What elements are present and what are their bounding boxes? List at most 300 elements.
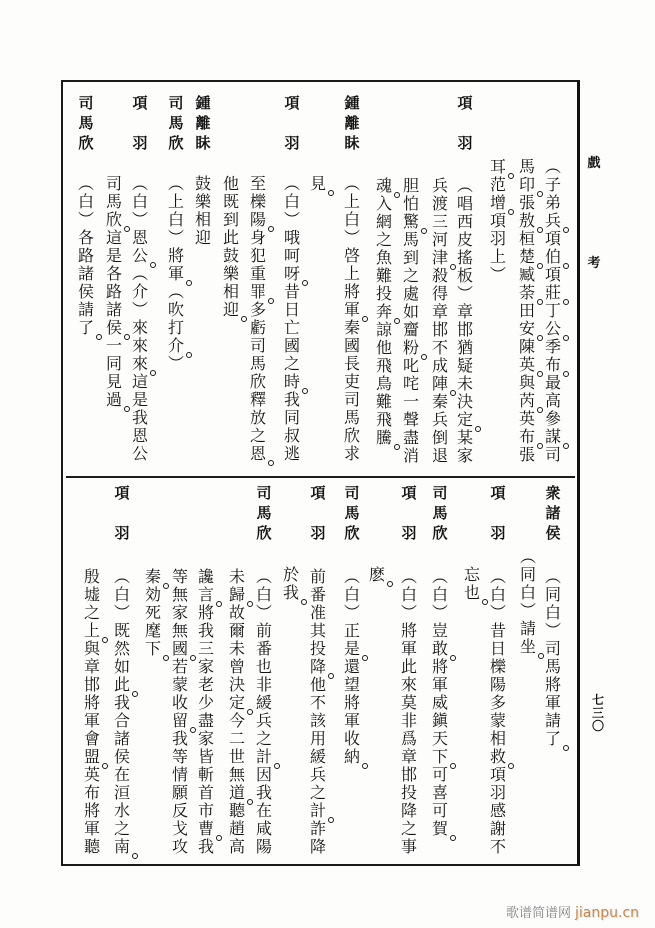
glyph: 非 — [400, 711, 417, 730]
glyph: 羽 — [114, 524, 130, 542]
punctuation-circle — [216, 835, 222, 841]
dialogue-column — [249, 175, 267, 463]
glyph: ︶ — [489, 265, 506, 284]
glyph: 國 — [343, 336, 360, 355]
glyph: 諸 — [545, 504, 561, 522]
glyph: 兵 — [544, 212, 562, 230]
glyph: 未 — [228, 567, 245, 586]
glyph: ︵ — [343, 567, 360, 586]
glyph: 搖 — [456, 248, 473, 267]
glyph: 投 — [309, 639, 326, 658]
dialogue-column — [171, 568, 189, 856]
speaker-label — [309, 484, 327, 542]
speaker-label — [431, 484, 449, 542]
glyph: 軍 — [167, 265, 185, 283]
glyph: 介 — [131, 282, 148, 301]
glyph: 渡 — [431, 194, 448, 213]
glyph: 范 — [489, 175, 506, 194]
punctuation-circle — [537, 407, 543, 413]
glyph: ︶ — [489, 603, 506, 622]
glyph: 得 — [431, 284, 448, 303]
glyph: ︶ — [167, 354, 184, 373]
punctuation-circle — [247, 799, 253, 805]
glyph: 消 — [402, 446, 419, 465]
glyph: 各 — [77, 228, 94, 247]
glyph: 相 — [489, 729, 506, 748]
speaker-label — [343, 94, 361, 152]
glyph: 請 — [544, 711, 561, 730]
glyph: 感 — [489, 801, 506, 820]
glyph: 過 — [105, 391, 123, 409]
glyph: 下 — [144, 640, 162, 658]
punctuation-circle — [268, 460, 274, 466]
glyph: 來 — [400, 675, 417, 694]
glyph: 該 — [309, 711, 326, 730]
glyph: 來 — [131, 318, 148, 337]
glyph: 豈 — [431, 621, 448, 640]
glyph: 此 — [222, 228, 239, 247]
glyph: 鼓 — [222, 246, 239, 265]
glyph: 爲 — [400, 729, 417, 748]
glyph: 司 — [544, 639, 561, 658]
glyph: 了 — [544, 730, 562, 748]
glyph: 一 — [402, 392, 419, 411]
glyph: 蒙 — [489, 711, 506, 730]
glyph: 羽 — [490, 524, 506, 542]
glyph: 我 — [283, 390, 300, 409]
glyph: 投 — [400, 783, 417, 802]
glyph: 我 — [197, 621, 214, 640]
dialogue-column — [368, 566, 386, 584]
glyph: 緩 — [255, 693, 272, 712]
glyph: 收 — [171, 693, 188, 712]
glyph: 家 — [197, 729, 214, 748]
glyph: 欣 — [105, 211, 123, 229]
glyph: 鎭 — [431, 711, 448, 730]
glyph: ︵ — [431, 567, 448, 586]
glyph: 洹 — [113, 783, 130, 802]
glyph: 求 — [343, 444, 360, 463]
glyph: 騰 — [375, 429, 393, 447]
punctuation-circle — [163, 583, 169, 589]
glyph: 莊 — [544, 284, 562, 302]
glyph: 爾 — [228, 621, 245, 640]
glyph: 賀 — [431, 820, 449, 838]
watermark — [506, 902, 639, 921]
glyph: 救 — [489, 748, 507, 766]
glyph: 之 — [83, 603, 100, 622]
glyph: 羽 — [401, 524, 417, 542]
glyph: 高 — [228, 837, 245, 856]
glyph: 司 — [168, 94, 184, 112]
glyph: 羽 — [489, 783, 506, 802]
glyph: 叔 — [283, 426, 300, 445]
glyph: 粉 — [402, 339, 420, 357]
glyph: ︶ — [283, 210, 300, 229]
punctuation-circle — [538, 653, 544, 659]
glyph: 迎 — [194, 228, 211, 247]
glyph: 我 — [171, 729, 188, 748]
glyph: ︶ — [255, 603, 272, 622]
glyph: 前 — [309, 567, 326, 586]
punctuation-circle — [268, 226, 274, 232]
glyph: 欣 — [168, 134, 184, 152]
glyph: 蒙 — [171, 675, 188, 694]
glyph: 身 — [249, 228, 266, 247]
glyph: 白 — [113, 585, 130, 604]
glyph: 將 — [343, 282, 360, 301]
glyph: 日 — [489, 639, 506, 658]
glyph: 聲 — [402, 410, 419, 429]
punctuation-circle — [163, 655, 169, 661]
glyph: 一 — [105, 336, 122, 355]
punctuation-circle — [96, 334, 102, 340]
glyph: 秦 — [431, 392, 448, 411]
glyph: 効 — [144, 585, 161, 604]
dialogue-column — [456, 177, 474, 465]
punctuation-circle — [394, 192, 400, 198]
glyph: 無 — [171, 585, 188, 604]
glyph: 侯 — [545, 524, 561, 542]
glyph: 定 — [228, 694, 246, 712]
dialogue-column — [228, 568, 246, 856]
glyph: 鳥 — [375, 374, 392, 393]
glyph: 欣 — [344, 524, 360, 542]
glyph: 盟 — [83, 748, 101, 766]
glyph: ︶ — [113, 603, 130, 622]
glyph: 然 — [113, 639, 130, 658]
dialogue-column — [400, 568, 418, 856]
glyph: 降 — [400, 801, 417, 820]
punctuation-circle — [563, 299, 569, 305]
glyph: 飛 — [375, 356, 392, 375]
glyph: 決 — [228, 675, 245, 694]
glyph: 三 — [431, 212, 448, 231]
glyph: 與 — [518, 373, 535, 392]
glyph: 怕 — [402, 194, 419, 213]
punctuation-circle — [482, 599, 488, 605]
punctuation-circle — [508, 763, 514, 769]
punctuation-circle — [563, 263, 569, 269]
glyph: 櫟 — [249, 192, 266, 211]
glyph: 等 — [171, 567, 188, 586]
glyph: 唱 — [456, 194, 473, 213]
glyph: 陽 — [489, 675, 506, 694]
glyph: 驚 — [402, 213, 420, 231]
glyph: 國 — [171, 640, 189, 658]
glyph: 胆 — [402, 176, 419, 195]
glyph: 等 — [171, 747, 188, 766]
glyph: 軍 — [343, 301, 361, 319]
glyph: 麾 — [144, 621, 161, 640]
margin-title-char-2 — [585, 255, 603, 273]
glyph: 事 — [400, 837, 417, 856]
glyph: 白 — [255, 585, 272, 604]
glyph: 邯 — [83, 675, 100, 694]
glyph: 昔 — [283, 282, 300, 301]
glyph: 斬 — [197, 765, 214, 784]
glyph: 是 — [131, 390, 148, 409]
glyph: 投 — [375, 284, 392, 303]
glyph: 之 — [375, 230, 392, 249]
glyph: 張 — [518, 445, 535, 464]
punctuation-circle — [475, 426, 481, 432]
punctuation-circle — [563, 335, 569, 341]
punctuation-circle — [563, 227, 569, 233]
glyph: 衆 — [545, 484, 561, 502]
glyph: 恩 — [131, 228, 148, 247]
glyph: 羽 — [284, 134, 300, 152]
glyph: 馬 — [256, 504, 272, 522]
glyph: 無 — [171, 621, 188, 640]
glyph: 歸 — [228, 586, 246, 604]
glyph: 鍾 — [344, 94, 360, 112]
glyph: 諸 — [77, 264, 94, 283]
glyph: 反 — [171, 801, 188, 820]
glyph: 項 — [114, 484, 130, 502]
glyph: 吹 — [167, 300, 184, 319]
glyph: 飛 — [375, 410, 392, 429]
glyph: 桓 — [518, 229, 535, 248]
glyph: 麽 — [368, 566, 386, 584]
glyph: 參 — [544, 409, 561, 428]
glyph: 下 — [431, 748, 449, 766]
glyph: 無 — [228, 765, 245, 784]
glyph: 長 — [343, 354, 360, 373]
glyph: 馬 — [432, 504, 448, 522]
glyph: 將 — [167, 246, 184, 265]
glyph: 英 — [518, 356, 536, 374]
punctuation-circle — [102, 763, 108, 769]
glyph: 離 — [195, 114, 211, 132]
punctuation-circle — [537, 299, 543, 305]
glyph: 布 — [518, 428, 536, 446]
glyph: 也 — [463, 584, 481, 602]
glyph: 板 — [456, 266, 473, 285]
glyph: 此 — [113, 676, 131, 694]
punctuation-circle — [450, 835, 456, 841]
glyph: 死 — [144, 603, 161, 622]
glyph: 至 — [249, 174, 266, 193]
punctuation-circle — [190, 655, 196, 661]
glyph: 難 — [375, 392, 392, 411]
dialogue-column — [309, 568, 327, 856]
glyph: 到 — [402, 248, 419, 267]
speaker-label — [544, 484, 562, 542]
glyph: 兵 — [309, 765, 326, 784]
glyph: 楚 — [518, 248, 536, 266]
glyph: 陳 — [518, 337, 535, 356]
glyph: 殺 — [431, 266, 448, 285]
glyph: 國 — [283, 336, 300, 355]
punctuation-circle — [563, 745, 569, 751]
glyph: ︶ — [131, 210, 148, 229]
glyph: 考 — [587, 256, 601, 271]
glyph: ︵ — [167, 282, 184, 301]
glyph: 某 — [456, 428, 473, 447]
glyph: 重 — [249, 264, 266, 283]
glyph: 樂 — [194, 192, 211, 211]
glyph: 南 — [113, 838, 131, 856]
glyph: 眛 — [344, 134, 360, 152]
glyph: 番 — [309, 585, 326, 604]
punctuation-circle — [124, 334, 130, 340]
glyph: 番 — [255, 639, 272, 658]
glyph: 路 — [77, 246, 94, 265]
glyph: 各 — [105, 264, 122, 283]
glyph: 布 — [83, 783, 100, 802]
glyph: 我 — [113, 693, 130, 712]
glyph: 白 — [400, 585, 417, 604]
punctuation-circle — [450, 763, 456, 769]
dialogue-column — [489, 568, 507, 856]
glyph: 聽 — [83, 837, 100, 856]
glyph: 在 — [113, 765, 130, 784]
punctuation-circle — [274, 763, 280, 769]
glyph: 入 — [375, 194, 392, 213]
speaker-label — [343, 484, 361, 542]
punctuation-circle — [537, 227, 543, 233]
glyph: ︵ — [255, 567, 272, 586]
punctuation-circle — [301, 599, 307, 605]
glyph: 項 — [401, 484, 417, 502]
glyph: 呵 — [283, 246, 300, 265]
glyph: ︵ — [113, 567, 130, 586]
speaker-label — [194, 94, 212, 152]
glyph: 水 — [113, 801, 130, 820]
glyph: 日 — [283, 300, 300, 319]
glyph: 可 — [431, 801, 448, 820]
glyph: 芮 — [518, 392, 536, 410]
glyph: 之 — [309, 783, 326, 802]
glyph: 羽 — [310, 524, 326, 542]
glyph: 故 — [228, 603, 245, 622]
glyph: 白 — [519, 583, 536, 602]
punctuation-circle — [302, 388, 308, 394]
glyph: 敢 — [431, 640, 449, 658]
glyph: 英 — [518, 409, 535, 428]
glyph: 降 — [309, 658, 327, 676]
glyph: 咸 — [255, 819, 272, 838]
glyph: 呀 — [283, 265, 301, 283]
glyph: 殷 — [83, 567, 100, 586]
glyph: 家 — [171, 603, 188, 622]
glyph: 罪 — [249, 283, 267, 301]
glyph: 皆 — [197, 747, 214, 766]
glyph: 計 — [309, 802, 327, 820]
glyph: 侯 — [113, 747, 130, 766]
glyph: 是 — [343, 640, 361, 658]
glyph: 請 — [77, 300, 94, 319]
glyph: ︵ — [489, 567, 506, 586]
glyph: 世 — [228, 747, 245, 766]
glyph: 兵 — [255, 711, 272, 730]
glyph: 曾 — [228, 657, 245, 676]
dialogue-column — [431, 177, 449, 465]
glyph: 兵 — [431, 176, 448, 195]
glyph: 也 — [255, 657, 272, 676]
dialogue-column — [519, 548, 537, 656]
glyph: 放 — [249, 408, 266, 427]
glyph: 到 — [222, 210, 239, 229]
glyph: ︵ — [167, 174, 184, 193]
glyph: 准 — [309, 603, 326, 622]
glyph: 項 — [544, 265, 561, 284]
glyph: 相 — [222, 282, 239, 301]
glyph: 留 — [171, 712, 189, 730]
glyph: 馬 — [518, 157, 535, 176]
glyph: 打 — [167, 318, 184, 337]
glyph: 項 — [310, 484, 326, 502]
glyph: 願 — [171, 783, 188, 802]
glyph: 印 — [518, 176, 536, 194]
glyph: 可 — [431, 765, 448, 784]
punctuation-circle — [450, 264, 456, 270]
glyph: 處 — [402, 284, 419, 303]
margin-title-char-1 — [585, 155, 603, 173]
glyph: 市 — [197, 801, 214, 820]
glyph: 羽 — [132, 134, 148, 152]
glyph: 詐 — [309, 819, 326, 838]
glyph: 安 — [518, 320, 536, 338]
glyph: 首 — [197, 783, 214, 802]
glyph: 魚 — [375, 248, 392, 267]
glyph: 羽 — [457, 134, 473, 152]
speaker-label — [283, 94, 301, 152]
glyph: 情 — [171, 765, 188, 784]
dialogue-column — [343, 175, 361, 463]
glyph: 白 — [431, 585, 448, 604]
glyph: 軍 — [83, 711, 100, 730]
glyph: 馬 — [544, 657, 561, 676]
glyph: ︶ — [400, 603, 417, 622]
glyph: 前 — [255, 621, 272, 640]
glyph: 白 — [489, 585, 506, 604]
glyph: 既 — [222, 192, 239, 211]
glyph: 望 — [343, 675, 360, 694]
punctuation-circle — [216, 601, 222, 607]
speaker-label — [489, 484, 507, 542]
glyph: ︶ — [544, 621, 561, 640]
glyph: 二 — [228, 729, 245, 748]
dialogue-column — [197, 568, 215, 856]
glyph: 上 — [83, 622, 101, 640]
glyph: 布 — [544, 356, 562, 374]
dialogue-column — [83, 568, 101, 856]
glyph: 上 — [489, 247, 506, 266]
speaker-label — [255, 484, 273, 542]
glyph: 章 — [456, 302, 473, 321]
glyph: 同 — [544, 585, 561, 604]
glyph: 侯 — [105, 319, 123, 337]
glyph: 增 — [489, 194, 507, 212]
glyph: 未 — [228, 639, 245, 658]
glyph: 馬 — [343, 408, 360, 427]
glyph: 〇 — [591, 719, 604, 733]
glyph: 家 — [197, 657, 214, 676]
glyph: 定 — [456, 411, 474, 429]
glyph: 退 — [431, 446, 448, 465]
glyph: 同 — [519, 565, 536, 584]
glyph: 白 — [544, 603, 561, 622]
glyph: 軍 — [544, 693, 561, 712]
glyph: 與 — [83, 639, 100, 658]
glyph: 將 — [197, 603, 214, 622]
glyph: 馬 — [344, 504, 360, 522]
glyph: 陣 — [431, 375, 449, 393]
glyph: 老 — [197, 675, 214, 694]
punctuation-circle — [241, 316, 247, 322]
